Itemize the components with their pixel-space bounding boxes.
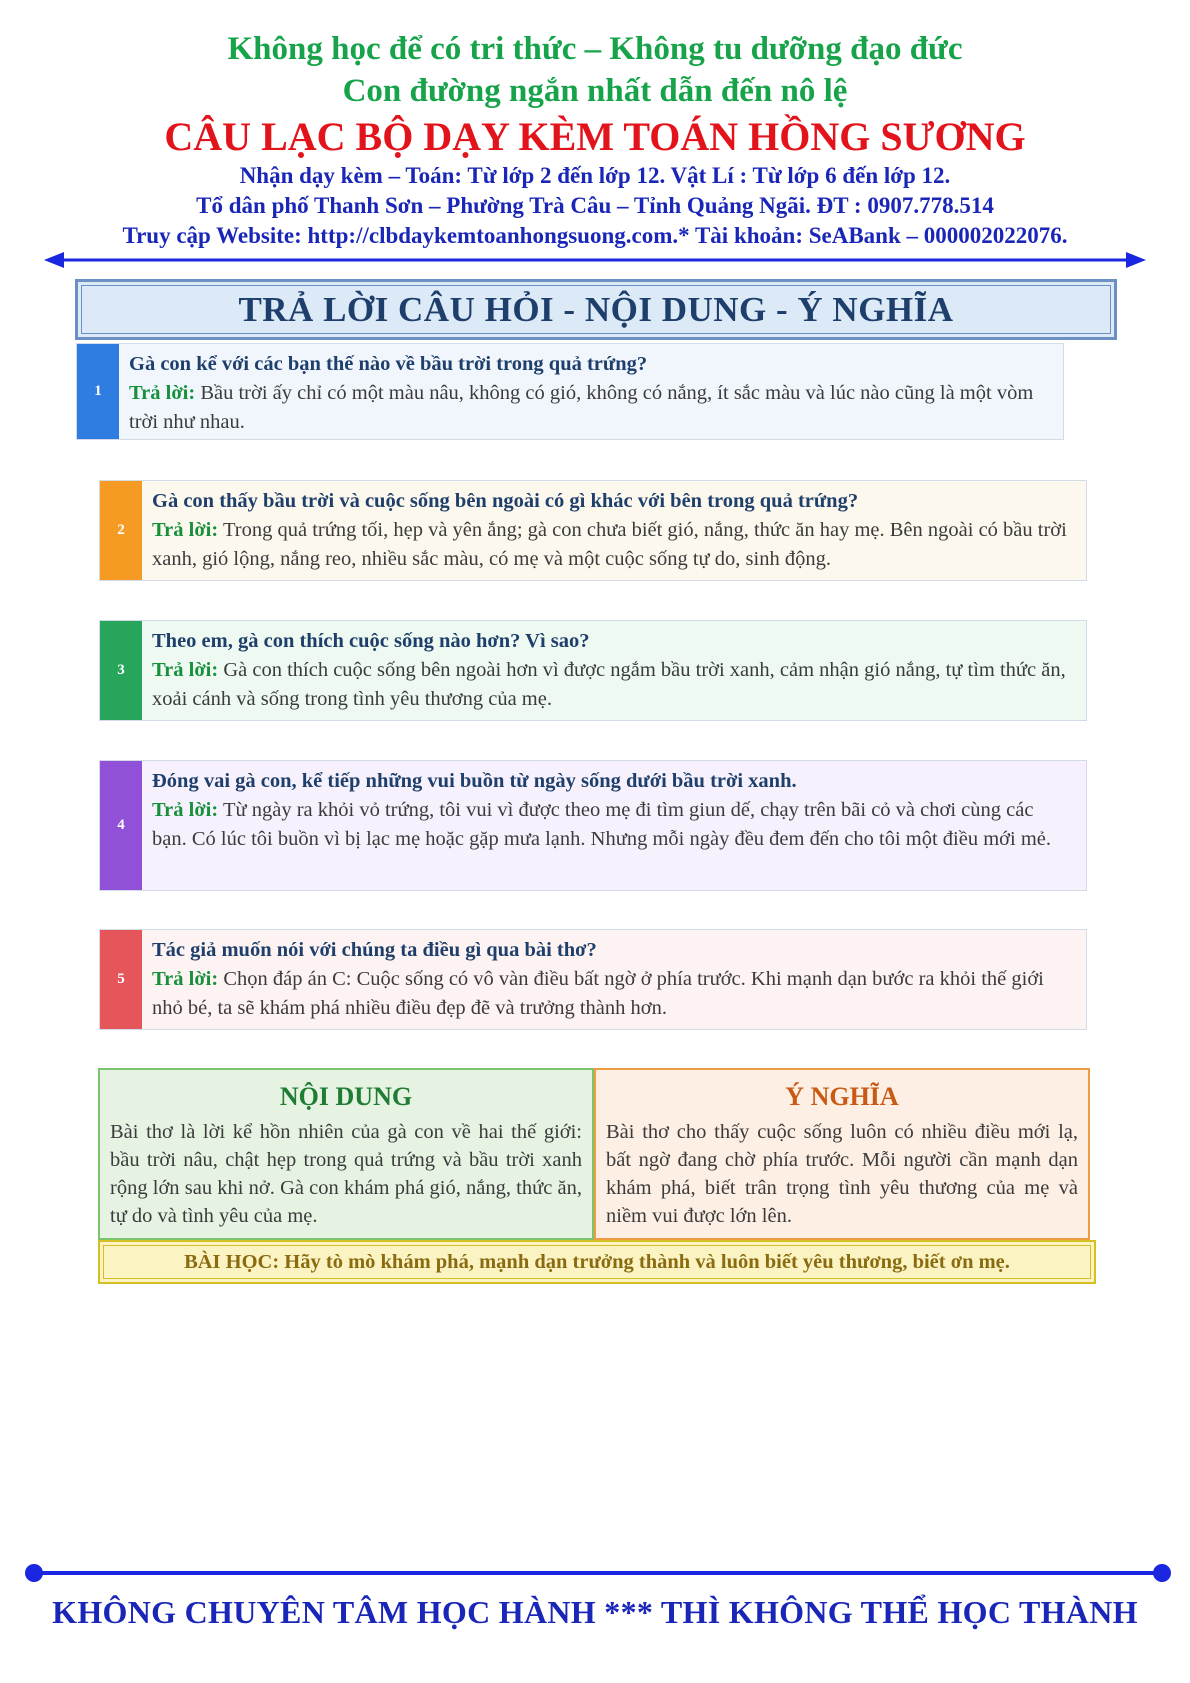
question-number: 1 — [77, 344, 119, 439]
question-number: 4 — [100, 761, 142, 890]
answer-text: Chọn đáp án C: Cuộc sống có vô vàn điều bất ngờ ở phía trước. Khi mạnh dạn bước ra khỏi thế giới nhỏ bé, ta sẽ khám phá nhiều điều đẹp đẽ và trưởng thành hơn. — [152, 968, 1044, 1019]
double-arrow-divider — [44, 251, 1146, 269]
content-heading: NỘI DUNG — [279, 1082, 413, 1111]
question-number: 3 — [100, 621, 142, 720]
question-card-2 — [99, 480, 1087, 581]
question-card-3 — [99, 620, 1087, 721]
content-box — [98, 1068, 594, 1240]
page-header — [0, 28, 1190, 251]
club-name: CÂU LẠC BỘ DẠY KÈM TOÁN HỒNG SƯƠNG — [164, 114, 1026, 159]
info-line-1: Nhận dạy kèm – Toán: Từ lớp 2 đến lớp 12. Vật Lí : Từ lớp 6 đến lớp 12. — [239, 163, 951, 188]
question-text: Đóng vai gà con, kể tiếp những vui buồn từ ngày sống dưới bầu trời xanh. — [152, 770, 797, 792]
question-text: Gà con thấy bầu trời và cuộc sống bên ngoài có gì khác với bên trong quả trứng? — [152, 490, 859, 512]
content-text: Bài thơ là lời kể hồn nhiên của gà con về hai thế giới: bầu trời nâu, chật hẹp trong quả trứng và bầu trời xanh rộng lớn sau khi nở. Gà con khám phá gió, nắng, thức ăn, tự do và tình yêu của mẹ. — [110, 1121, 582, 1227]
info-line-2: Tổ dân phố Thanh Sơn – Phường Trà Câu – Tỉnh Quảng Ngãi. ĐT : 0907.778.514 — [196, 193, 994, 218]
footer-divider — [24, 1562, 1172, 1584]
motto-line-1: Không học để có tri thức – Không tu dưỡng đạo đức — [227, 31, 963, 67]
meaning-text: Bài thơ cho thấy cuộc sống luôn có nhiều điều mới lạ, bất ngờ đang chờ phía trước. Mỗi người cần mạnh dạn khám phá, biết trân trọng tình yêu thương của mẹ và niềm vui được lớn lên. — [606, 1121, 1078, 1227]
answer-text: Gà con thích cuộc sống bên ngoài hơn vì được ngắm bầu trời xanh, cảm nhận gió nắng, tự tìm thức ăn, xoải cánh và sống trong tình yêu thương của mẹ. — [152, 659, 1066, 710]
answer-text: Từ ngày ra khỏi vỏ trứng, tôi vui vì được theo mẹ đi tìm giun dế, chạy trên bãi cỏ và chơi cùng các bạn. Có lúc tôi buồn vì bị lạc mẹ hoặc gặp mưa lạnh. Nhưng mỗi ngày đều đem đến cho tôi một điều mới mẻ. — [152, 799, 1052, 850]
answer-label: Trả lời: — [129, 382, 196, 404]
question-number: 5 — [100, 930, 142, 1029]
section-title: TRẢ LỜI CÂU HỎI - NỘI DUNG - Ý NGHĨA — [238, 289, 954, 329]
question-number: 2 — [100, 481, 142, 580]
answer-label: Trả lời: — [152, 519, 219, 541]
section-title-box — [75, 279, 1117, 340]
answer-text: Bầu trời ấy chỉ có một màu nâu, không có gió, không có nắng, ít sắc màu và lúc nào cũng là một vòm trời như nhau. — [129, 382, 1034, 433]
motto-line-2: Con đường ngắn nhất dẫn đến nô lệ — [342, 73, 848, 109]
question-card-5 — [99, 929, 1087, 1030]
footer-slogan: KHÔNG CHUYÊN TÂM HỌC HÀNH *** THÌ KHÔNG THỂ HỌC THÀNH — [52, 1594, 1138, 1630]
info-line-3: Truy cập Website: http://clbdaykemtoanhongsuong.com.* Tài khoản: SeABank – 000002022076. — [122, 223, 1068, 248]
question-text: Gà con kể với các bạn thế nào về bầu trời trong quả trứng? — [129, 353, 648, 375]
answer-label: Trả lời: — [152, 968, 219, 990]
question-text: Tác giả muốn nói với chúng ta điều gì qua bài thơ? — [152, 939, 597, 961]
answer-label: Trả lời: — [152, 659, 219, 681]
question-text: Theo em, gà con thích cuộc sống nào hơn? Vì sao? — [152, 630, 590, 652]
answer-text: Trong quả trứng tối, hẹp và yên ắng; gà con chưa biết gió, nắng, thức ăn hay mẹ. Bên ngoài có bầu trời xanh, gió lộng, nắng reo, nhiều sắc màu, có mẹ và một cuộc sống tự do, sinh động. — [152, 519, 1067, 570]
question-card-4 — [99, 760, 1087, 891]
answer-label: Trả lời: — [152, 799, 219, 821]
content-meaning-section — [98, 1068, 1090, 1240]
lesson-text: BÀI HỌC: Hãy tò mò khám phá, mạnh dạn trưởng thành và luôn biết yêu thương, biết ơn mẹ. — [103, 1245, 1091, 1279]
meaning-box — [594, 1068, 1090, 1240]
lesson-box — [98, 1240, 1096, 1284]
question-card-1 — [76, 343, 1064, 440]
meaning-heading: Ý NGHĨA — [785, 1082, 899, 1111]
